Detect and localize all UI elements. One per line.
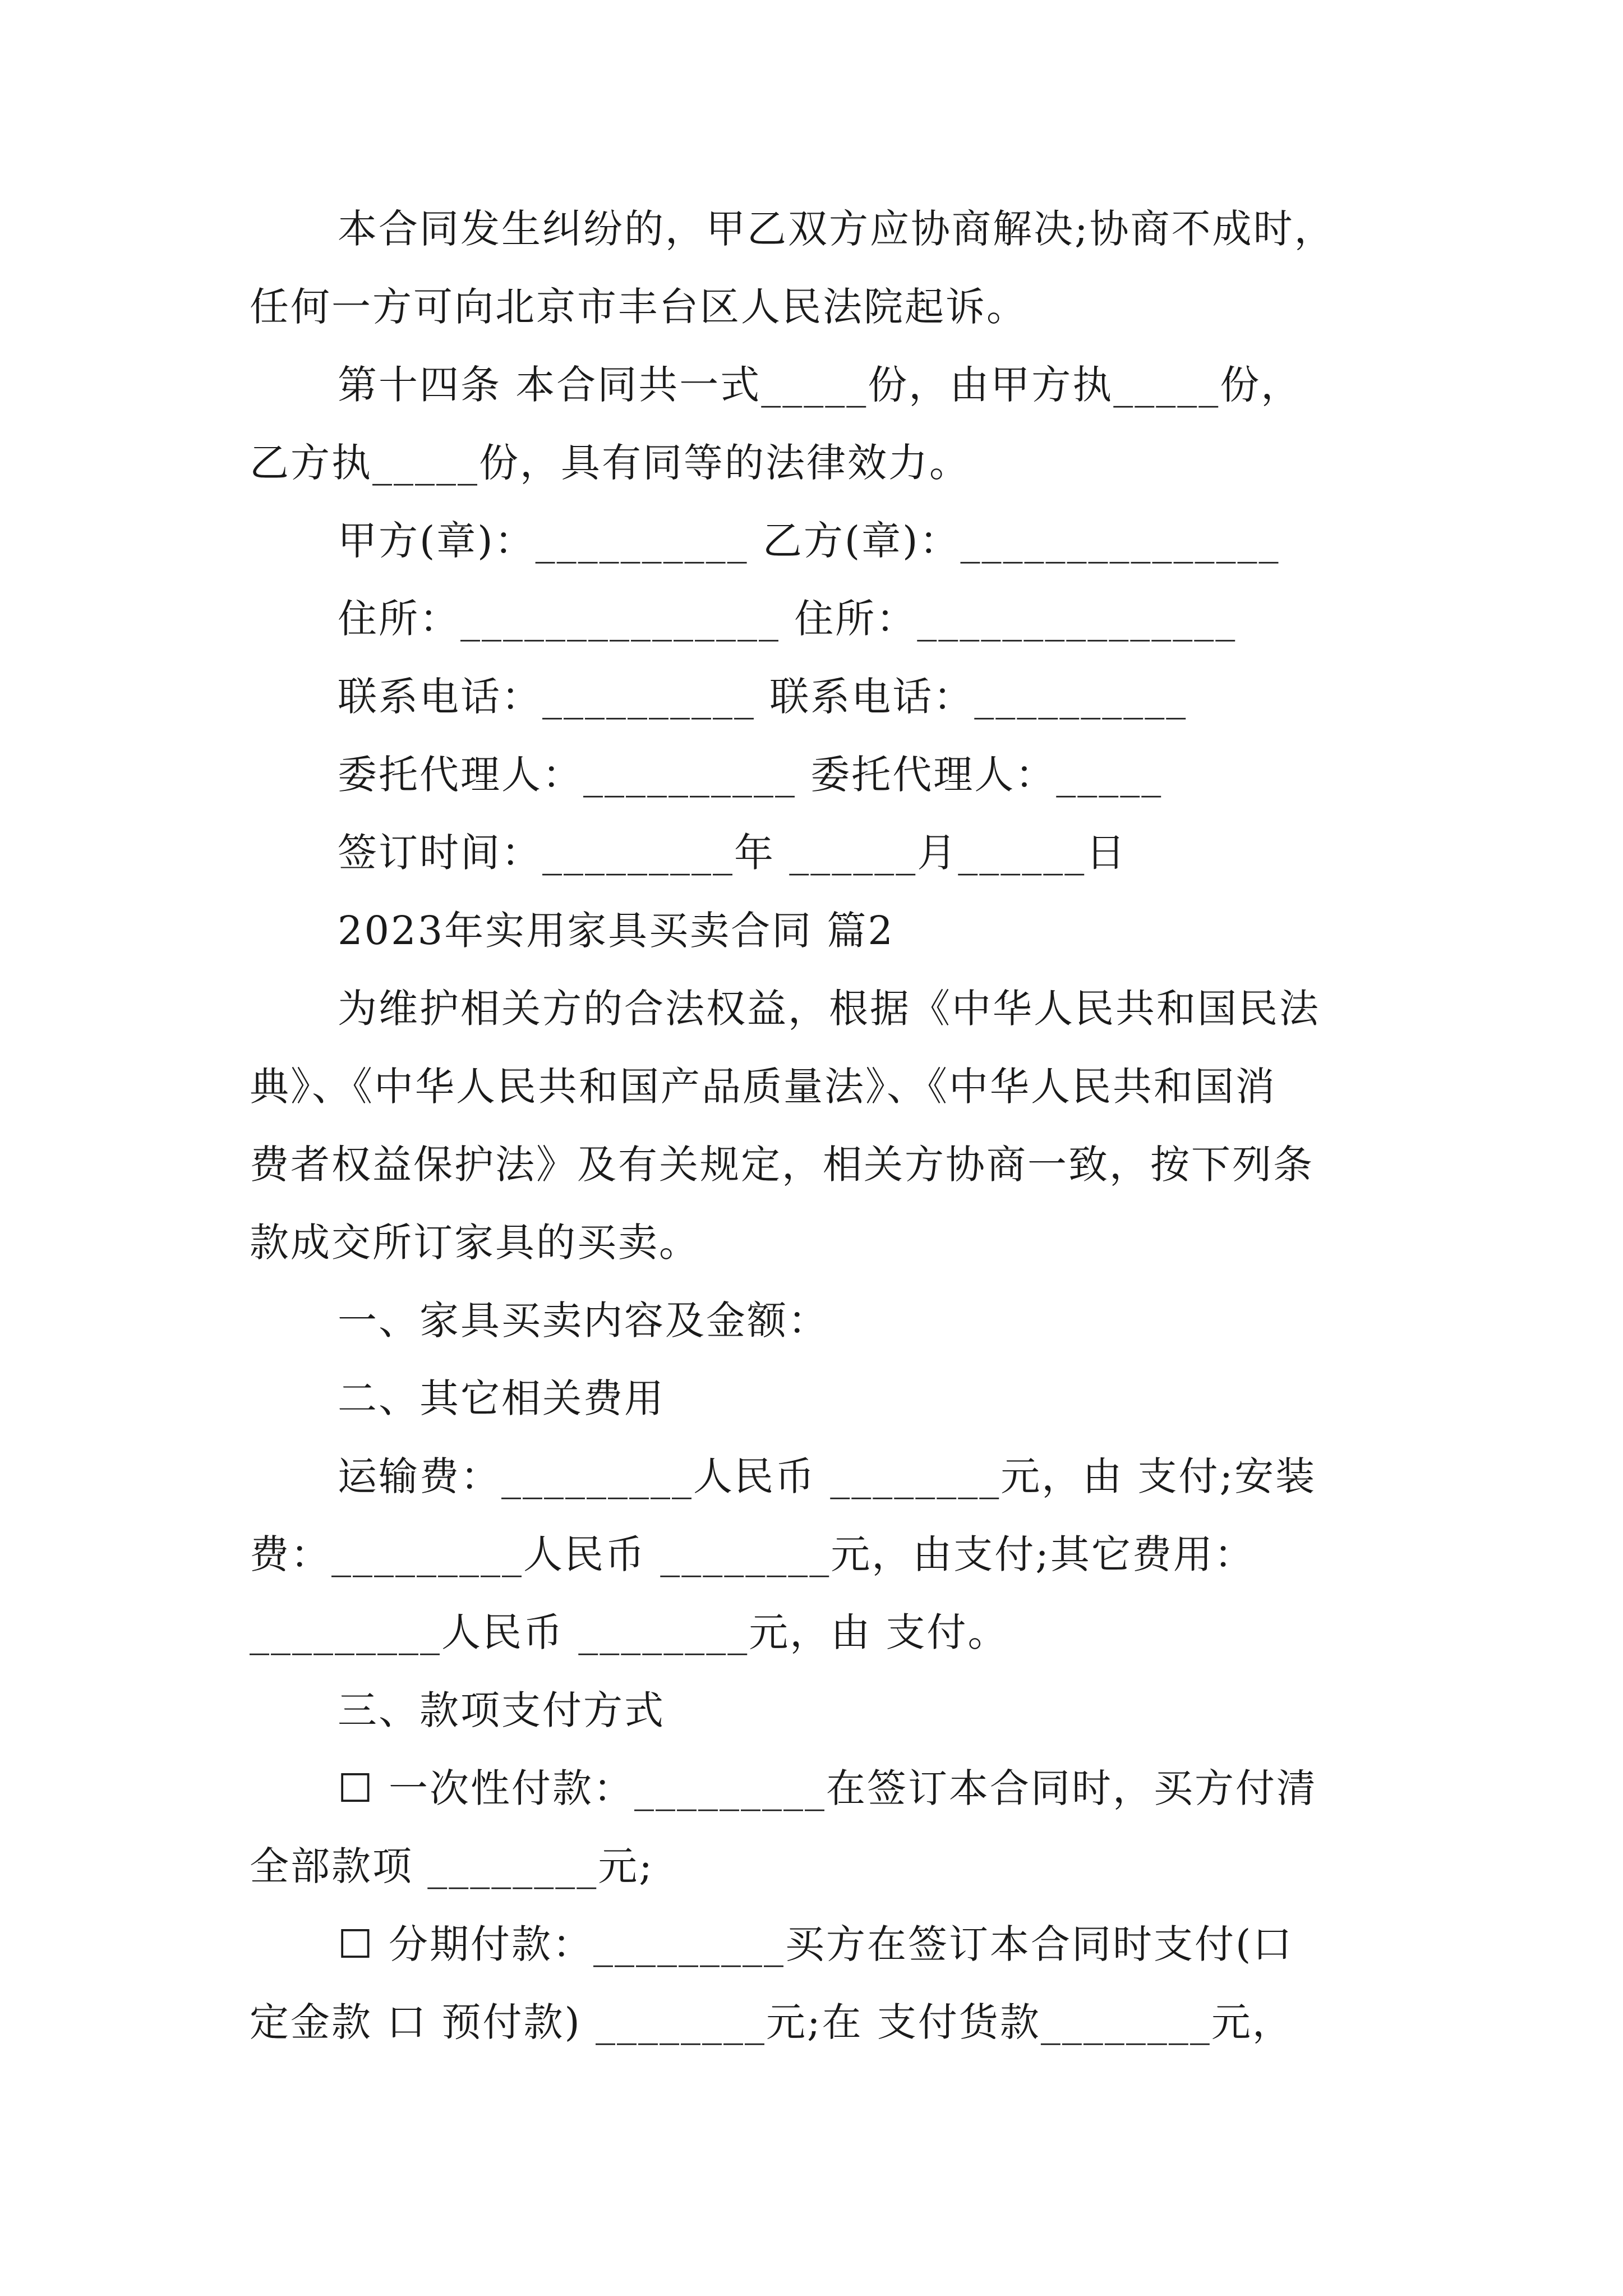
text-line: 款成交所订家具的买卖。 [250, 1220, 700, 1266]
text-line: ☐ 分期付款：_________买方在签订本合同时支付(口 [338, 1921, 1294, 1967]
text-line: _________人民币 ________元，由 支付。 [250, 1609, 1009, 1655]
text-line: 签订时间：_________年 ______月______日 [338, 830, 1127, 876]
text-line: 费者权益保护法》及有关规定，相关方协商一致，按下列条 [250, 1142, 1314, 1188]
text-line: 费：_________人民币 ________元，由支付;其它费用： [250, 1531, 1255, 1577]
text-line: 运输费：_________人民币 ________元，由 支付;安装 [338, 1453, 1317, 1499]
text-line: 联系电话：__________ 联系电话：__________ [338, 674, 1188, 720]
text-line: ☐ 一次性付款：_________在签订本合同时，买方付清 [338, 1765, 1318, 1811]
text-line: 全部款项 ________元; [250, 1843, 654, 1889]
text-line: 任何一方可向北京市丰台区人民法院起诉。 [250, 284, 1027, 330]
text-line: 典》、《中华人民共和国产品质量法》、《中华人民共和国消 [250, 1064, 1276, 1110]
text-line: 乙方执_____份，具有同等的法律效力。 [250, 440, 970, 486]
text-line: 二、其它相关费用 [338, 1375, 665, 1421]
text-line: 三、款项支付方式 [338, 1687, 665, 1733]
text-line: 第十四条 本合同共一式_____份，由甲方执_____份， [338, 362, 1302, 408]
text-line: 定金款 口 预付款) ________元;在 支付货款________元， [250, 1999, 1293, 2045]
text-line: 甲方(章)：__________ 乙方(章)：_______________ [338, 518, 1280, 564]
text-line: 一、家具买卖内容及金额： [338, 1297, 829, 1343]
section-heading: 2023年实用家具买卖合同 篇2 [338, 908, 895, 954]
text-line: 住所：_______________ 住所：_______________ [338, 596, 1237, 642]
text-line: 委托代理人：__________ 委托代理人：_____ [338, 752, 1163, 798]
text-line: 为维护相关方的合法权益，根据《中华人民共和国民法 [338, 986, 1320, 1032]
text-line: 本合同发生纠纷的，甲乙双方应协商解决;协商不成时， [338, 206, 1335, 252]
